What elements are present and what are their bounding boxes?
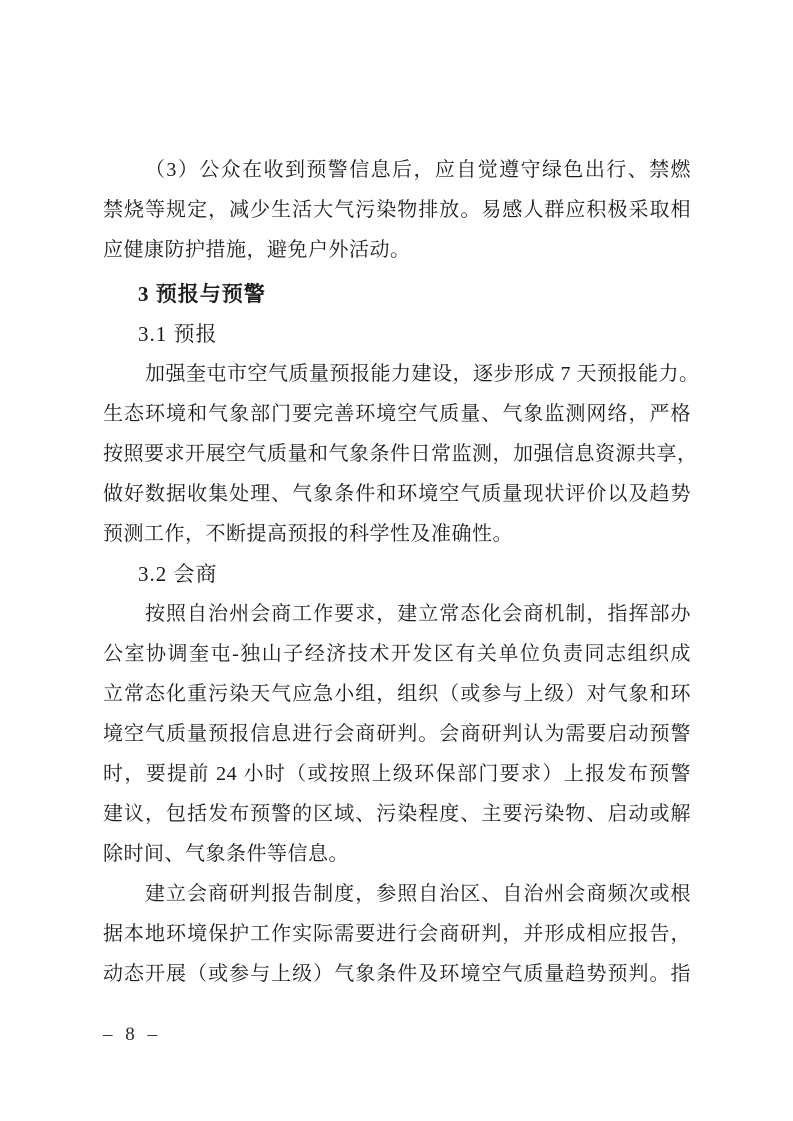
paragraph-line: 生态环境和气象部门要完善环境空气质量、气象监测网络，严格 xyxy=(103,403,691,425)
paragraph-line: 应健康防护措施，避免户外活动。 xyxy=(103,239,411,261)
paragraph-line: 预测工作，不断提高预报的科学性及准确性。 xyxy=(103,523,513,545)
paragraph-line: 加强奎屯市空气质量预报能力建设，逐步形成 7 天预报能力。 xyxy=(145,363,700,385)
paragraph-line: 据本地环境保护工作实际需要进行会商研判，并形成相应报告， xyxy=(103,923,691,945)
paragraph-line: 按照要求开展空气质量和气象条件日常监测，加强信息资源共享， xyxy=(103,443,698,465)
paragraph-line: 建议，包括发布预警的区域、污染程度、主要污染物、启动或解 xyxy=(103,803,691,825)
paragraph-forecast-capability xyxy=(103,354,700,554)
page-number: – 8 – xyxy=(103,1024,161,1045)
paragraph-public-response xyxy=(103,150,691,270)
heading-consultation: 3.2 会商 xyxy=(138,562,218,586)
paragraph-line: 公室协调奎屯-独山子经济技术开发区有关单位负责同志组织成 xyxy=(103,643,691,665)
paragraph-line: （3）公众在收到预警信息后，应自觉遵守绿色出行、禁燃 xyxy=(145,159,691,181)
paragraph-line: 立常态化重污染天气应急小组，组织（或参与上级）对气象和环 xyxy=(103,683,691,705)
paragraph-line: 除时间、气象条件等信息。 xyxy=(103,843,349,865)
paragraph-line: 时，要提前 24 小时（或按照上级环保部门要求）上报发布预警 xyxy=(103,763,691,785)
heading-forecast-and-warning: 3 预报与预警 xyxy=(138,282,266,306)
paragraph-consultation-mechanism xyxy=(103,594,691,874)
document-body xyxy=(103,150,700,994)
heading-forecast: 3.1 预报 xyxy=(138,322,218,346)
paragraph-line: 建立会商研判报告制度，参照自治区、自治州会商频次或根 xyxy=(145,883,691,905)
paragraph-consultation-report xyxy=(103,874,691,994)
paragraph-line: 境空气质量预报信息进行会商研判。会商研判认为需要启动预警 xyxy=(103,723,691,745)
paragraph-line: 做好数据收集处理、气象条件和环境空气质量现状评价以及趋势 xyxy=(103,483,691,505)
paragraph-line: 按照自治州会商工作要求，建立常态化会商机制，指挥部办 xyxy=(145,603,691,625)
paragraph-line: 动态开展（或参与上级）气象条件及环境空气质量趋势预判。指 xyxy=(103,963,691,985)
paragraph-line: 禁烧等规定，减少生活大气污染物排放。易感人群应积极采取相 xyxy=(103,199,691,221)
